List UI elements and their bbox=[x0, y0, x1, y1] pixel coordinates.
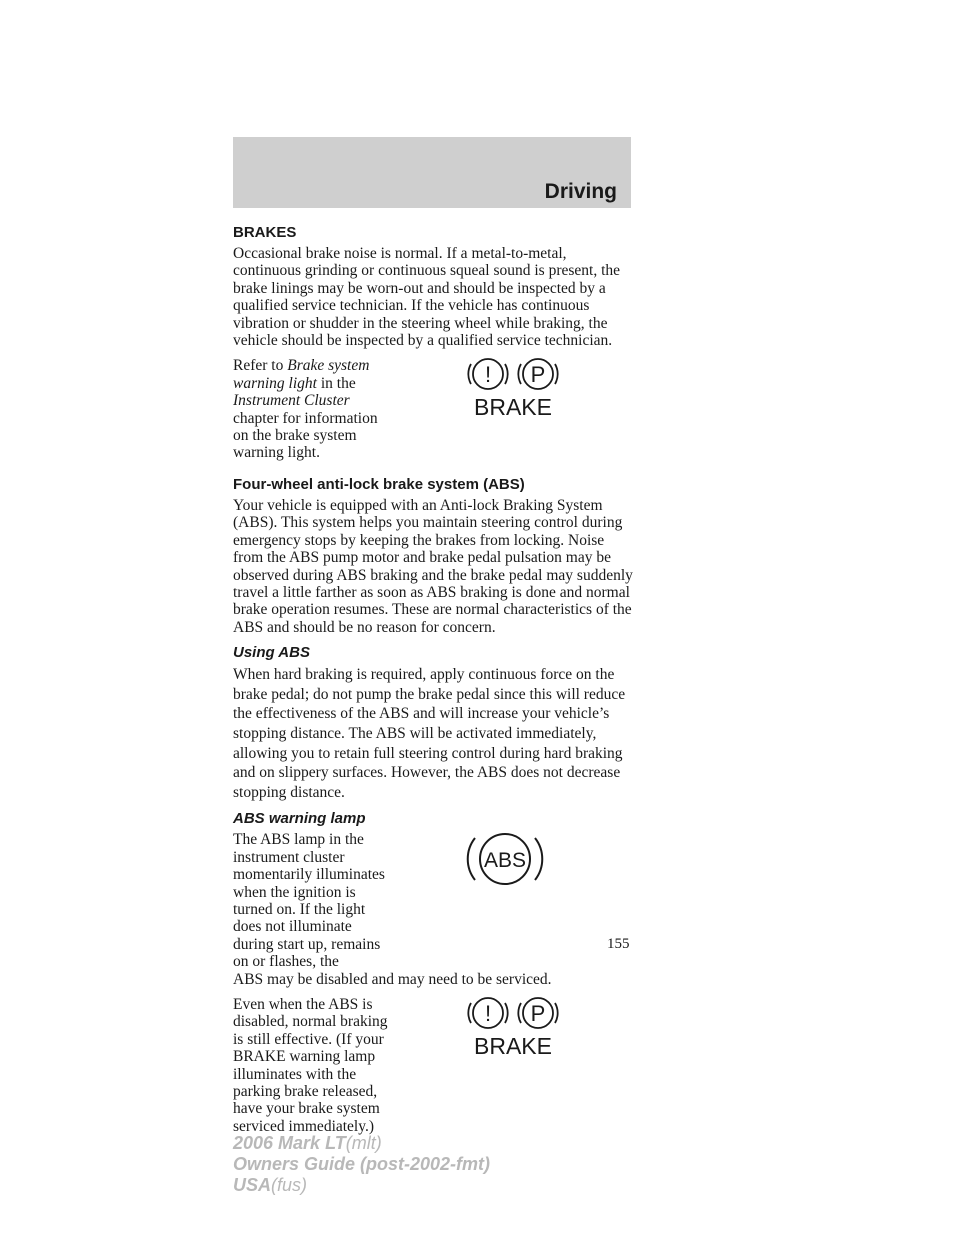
abs-lamp-row bbox=[233, 831, 635, 970]
abs-disabled-row bbox=[233, 996, 635, 1135]
svg-text:BRAKE: BRAKE bbox=[474, 1032, 552, 1059]
footer-line-1: 2006 Mark LT(mlt) bbox=[233, 1133, 382, 1153]
footer-line-2: Owners Guide (post-2002-fmt) bbox=[233, 1154, 491, 1174]
brakes-heading: BRAKES bbox=[233, 224, 297, 241]
brake-warning-light-reference: Brake system warning light bbox=[233, 357, 370, 392]
using-abs-paragraph: When hard braking is required, apply continuous force on the brake pedal; do not pump the brake pedal since this will reduce the effectiveness of the ABS and will increase your vehicle’s stopping distance. The ABS will be activated immediately, allowing you to retain full steering control during hard braking and on slippery surfaces. However, the ABS does not decrease stopping distance. bbox=[233, 666, 626, 801]
page-content bbox=[233, 216, 635, 1143]
abs-lamp-paragraph: The ABS lamp in the instrument cluster momentarily illuminates when the ignition is turned on. If the light does not illuminate during start up, remains on or flashes, the bbox=[233, 831, 385, 971]
svg-text:BRAKE: BRAKE bbox=[474, 394, 552, 421]
footer-line-3: USA(fus) bbox=[233, 1175, 308, 1195]
svg-text:ABS: ABS bbox=[483, 849, 527, 873]
section-title: Driving bbox=[544, 180, 617, 203]
using-abs-heading: Using ABS bbox=[233, 644, 310, 662]
abs-lamp-paragraph-continued: ABS may be disabled and may need to be serviced. bbox=[233, 970, 552, 988]
svg-text:P: P bbox=[530, 1000, 546, 1026]
svg-text:!: ! bbox=[484, 362, 492, 388]
document-footer bbox=[233, 1133, 490, 1196]
abs-warning-lamp-heading: ABS warning lamp bbox=[233, 810, 366, 828]
svg-text:P: P bbox=[530, 362, 546, 388]
instrument-cluster-reference: Instrument Cluster bbox=[233, 392, 350, 410]
abs-disabled-paragraph: Even when the ABS is disabled, normal braking is still effective. (If your BRAKE warning lamp illuminates with the parking brake released, have your brake system serviced immediately.) bbox=[233, 995, 388, 1135]
brake-reference-row bbox=[233, 357, 635, 461]
brakes-paragraph: Occasional brake noise is normal. If a metal-to-metal, continuous grinding or continuous squeal sound is present, the brake linings may be worn-out and should be inspected by a qualified service technician. If the vehicle has continuous vibration or shudder in the steering wheel while braking, the vehicle should be inspected by a qualified service technician. bbox=[233, 245, 621, 350]
abs-warning-icon bbox=[465, 827, 545, 891]
page-number: 155 bbox=[607, 936, 630, 952]
brake-warning-icon bbox=[465, 357, 561, 421]
abs-heading: Four-wheel anti-lock brake system (ABS) bbox=[233, 475, 525, 493]
section-header-band bbox=[233, 137, 631, 208]
svg-text:!: ! bbox=[484, 1000, 492, 1026]
abs-paragraph: Your vehicle is equipped with an Anti-lock Braking System (ABS). This system helps you maintain steering control during emergency stops by keeping the brakes from locking. Noise from the ABS pump motor and brake pedal pulsation may be observed during ABS braking and the brake pedal may suddenly travel a little farther as soon as ABS braking is done and normal brake operation resumes. These are normal characteristics of the ABS and should be no reason for concern. bbox=[233, 496, 633, 636]
brake-warning-icon-2 bbox=[465, 996, 561, 1060]
brake-reference-paragraph: Refer to Brake system warning light in the Instrument Cluster chapter for information on the brake system warning light. bbox=[233, 357, 378, 462]
